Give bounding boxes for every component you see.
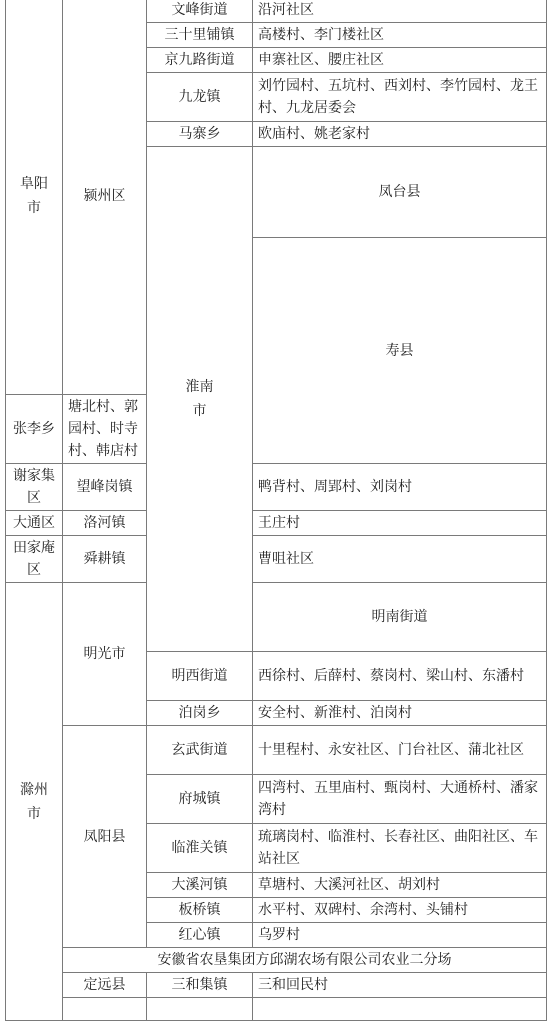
town-cell: 马寨乡 [147,122,253,147]
town-cell: 板桥镇 [147,898,253,923]
village-list-cell: 刘竹园村、五坑村、西刘村、李竹园村、龙王村、九龙居委会 [253,73,547,122]
village-list-cell: 曹咀社区 [253,536,547,583]
village-list-cell: 王庄村 [253,511,547,536]
town-cell: 洛河镇 [63,511,147,536]
county-cell: 定远县 [63,973,147,998]
table-row [6,998,547,1021]
town-cell: 望峰岗镇 [63,464,147,511]
table-row [6,726,547,775]
city-cell: 淮南 市 [147,147,253,652]
county-cell: 谢家集区 [6,464,63,511]
town-cell [147,998,253,1021]
village-list-cell: 塘北村、郭园村、时寺村、韩店村 [63,395,147,464]
county-cell: 颍州区 [63,0,147,395]
table-row [6,583,547,652]
village-list-cell: 乌罗村 [253,923,547,948]
county-cell: 大通区 [6,511,63,536]
town-cell: 舜耕镇 [63,536,147,583]
village-list-cell: 四湾村、五里庙村、甄岗村、大通桥村、潘家湾村 [253,775,547,824]
town-cell: 文峰街道 [147,0,253,23]
village-list-cell: 高楼村、李门楼社区 [253,23,547,48]
town-cell: 泊岗乡 [147,701,253,726]
town-cell: 京九路街道 [147,48,253,73]
table-row [6,948,547,973]
county-cell: 明光市 [63,583,147,726]
village-list-cell: 沿河社区 [253,0,547,23]
town-cell: 明南街道 [253,583,547,652]
county-cell: 凤台县 [253,147,547,238]
town-cell: 明西街道 [147,652,253,701]
table-row [6,0,547,23]
village-list-cell: 安全村、新淮村、泊岗村 [253,701,547,726]
village-list-cell: 三和回民村 [253,973,547,998]
village-list-cell: 申寨社区、腰庄社区 [253,48,547,73]
town-cell: 三十里铺镇 [147,23,253,48]
village-list-cell: 鸭背村、周郢村、刘岗村 [253,464,547,511]
county-cell: 田家庵区 [6,536,63,583]
village-list-cell: 草塘村、大溪河社区、胡刘村 [253,873,547,898]
town-cell: 临淮关镇 [147,824,253,873]
village-list-cell: 水平村、双碑村、余湾村、头铺村 [253,898,547,923]
village-table [5,0,547,1021]
table-row [6,464,547,511]
county-cell [63,998,147,1021]
town-cell: 玄武街道 [147,726,253,775]
city-cell: 滁州 市 [6,583,63,1021]
table-row [6,536,547,583]
town-cell: 大溪河镇 [147,873,253,898]
village-list-cell: 琉璃岗村、临淮村、长春社区、曲阳社区、车站社区 [253,824,547,873]
table-row [6,973,547,998]
town-cell: 红心镇 [147,923,253,948]
village-list-cell: 西徐村、后薛村、蔡岗村、梁山村、东潘村 [253,652,547,701]
table-row [6,511,547,536]
county-cell: 凤阳县 [63,726,147,948]
town-cell: 张李乡 [6,395,63,464]
village-list-cell: 欧庙村、姚老家村 [253,122,547,147]
town-cell: 府城镇 [147,775,253,824]
village-list-cell: 十里程村、永安社区、门台社区、蒲北社区 [253,726,547,775]
county-cell: 寿县 [253,238,547,464]
city-cell: 阜阳 市 [6,0,63,395]
village-list-cell [253,998,547,1021]
town-cell: 九龙镇 [147,73,253,122]
farm-row-cell: 安徽省农垦集团方邱湖农场有限公司农业二分场 [63,948,547,973]
town-cell: 三和集镇 [147,973,253,998]
